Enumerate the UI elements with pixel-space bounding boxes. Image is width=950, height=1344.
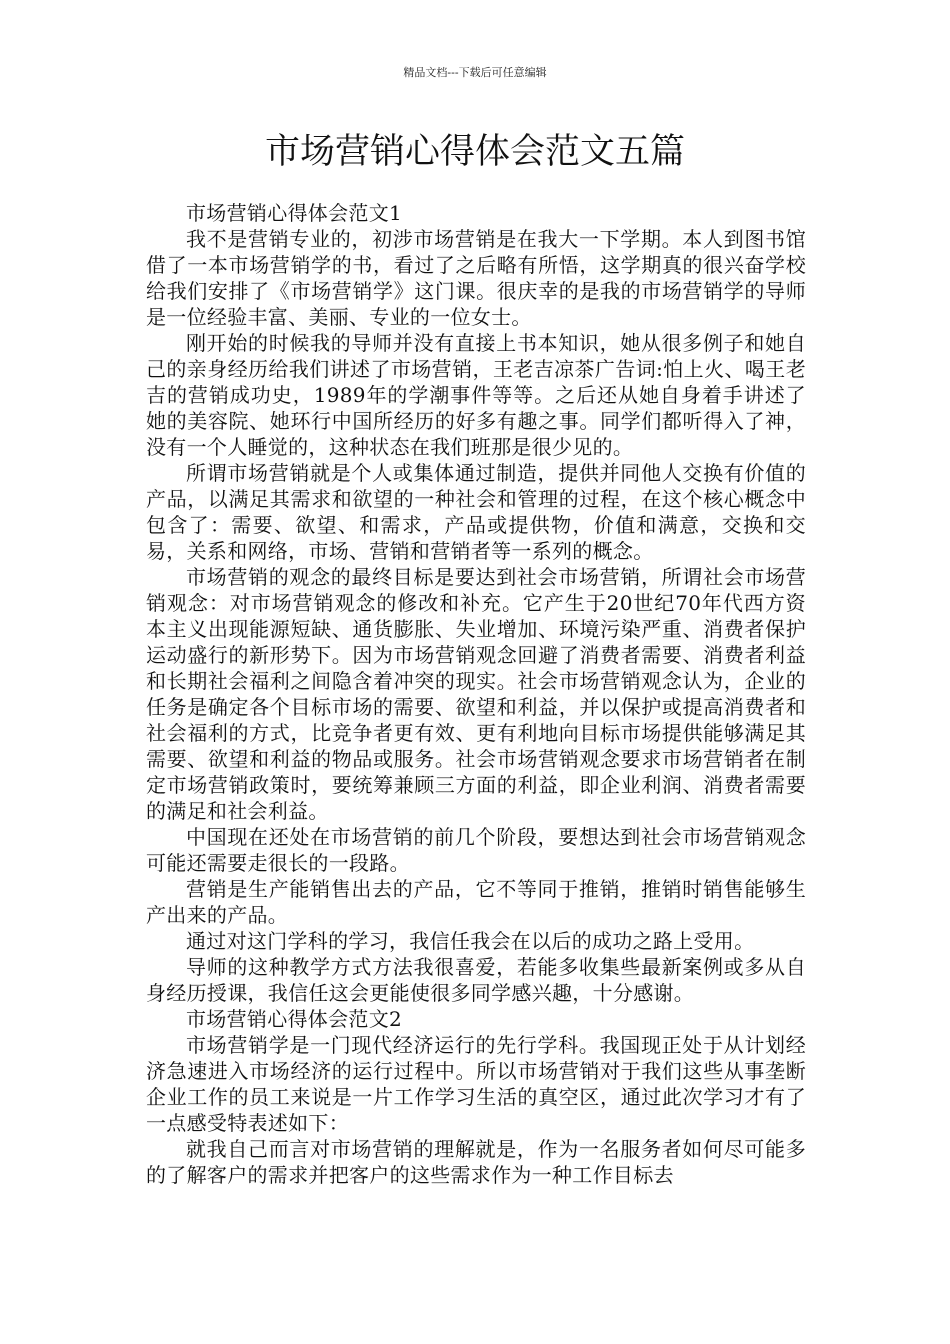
body-paragraph: 我不是营销专业的，初涉市场营销是在我大一下学期。本人到图书馆借了一本市场营销学的书，看过了之后略有所悟，这学期真的很兴奋学校给我们安排了《市场营销学》这门课。很庆幸的是我的市场营销学的导师是一位经验丰富、美丽、专业的一位女士。: [146, 227, 806, 329]
page-header: 精品文档---下载后可任意编辑: [403, 66, 547, 79]
body-paragraph: 营销是生产能销售出去的产品，它不等同于推销，推销时销售能够生产出来的产品。: [146, 877, 806, 927]
body-paragraph: 刚开始的时候我的导师并没有直接上书本知识，她从很多例子和她自己的亲身经历给我们讲述了市场营销，王老吉凉茶广告词:怕上火、喝王老吉的营销成功史，1989年的学潮事件等等。之后还从她自身着手讲述了她的美容院、她环行中国所经历的好多有趣之事。同学们都听得入了神，没有一个人睡觉的，这种状态在我们班那是很少见的。: [146, 331, 806, 459]
body-paragraph: 所谓市场营销就是个人或集体通过制造，提供并同他人交换有价值的产品，以满足其需求和欲望的一种社会和管理的过程，在这个核心概念中包含了：需要、欲望、和需求，产品或提供物，价值和满意，交换和交易，关系和网络，市场、营销和营销者等一系列的概念。: [146, 461, 806, 563]
section-heading: 市场营销心得体会范文1: [186, 201, 403, 225]
section-heading: 市场营销心得体会范文2: [186, 1007, 403, 1031]
body-paragraph: 市场营销的观念的最终目标是要达到社会市场营销，所谓社会市场营销观念：对市场营销观念的修改和补充。它产生于20世纪70年代西方资本主义出现能源短缺、通货膨胀、失业增加、环境污染严重、消费者保护运动盛行的新形势下。因为市场营销观念回避了消费者需要、消费者利益和长期社会福利之间隐含着冲突的现实。社会市场营销观念认为，企业的任务是确定各个目标市场的需要、欲望和利益，并以保护或提高消费者和社会福利的方式，比竞争者更有效、更有利地向目标市场提供能够满足其需要、欲望和利益的物品或服务。社会市场营销观念要求市场营销者在制定市场营销政策时，要统筹兼顾三方面的利益，即企业利润、消费者需要的满足和社会利益。: [146, 565, 806, 823]
body-paragraph: 就我自己而言对市场营销的理解就是，作为一名服务者如何尽可能多的了解客户的需求并把客户的这些需求作为一种工作目标去: [146, 1137, 806, 1187]
document-title: 市场营销心得体会范文五篇: [264, 132, 685, 172]
body-paragraph: 市场营销学是一门现代经济运行的先行学科。我国现正处于从计划经济急速进入市场经济的运行过程中。所以市场营销对于我们这些从事垄断企业工作的员工来说是一片工作学习生活的真空区，通过此次学习才有了一点感受特表述如下：: [146, 1033, 806, 1135]
body-paragraph: 导师的这种教学方式方法我很喜爱，若能多收集些最新案例或多从自身经历授课，我信任这会更能使很多同学感兴趣，十分感谢。: [146, 955, 806, 1005]
body-paragraph: 通过对这门学科的学习，我信任我会在以后的成功之路上受用。: [186, 929, 755, 953]
document-body: [146, 200, 806, 1188]
body-paragraph: 中国现在还处在市场营销的前几个阶段，要想达到社会市场营销观念可能还需要走很长的一段路。: [146, 825, 806, 875]
